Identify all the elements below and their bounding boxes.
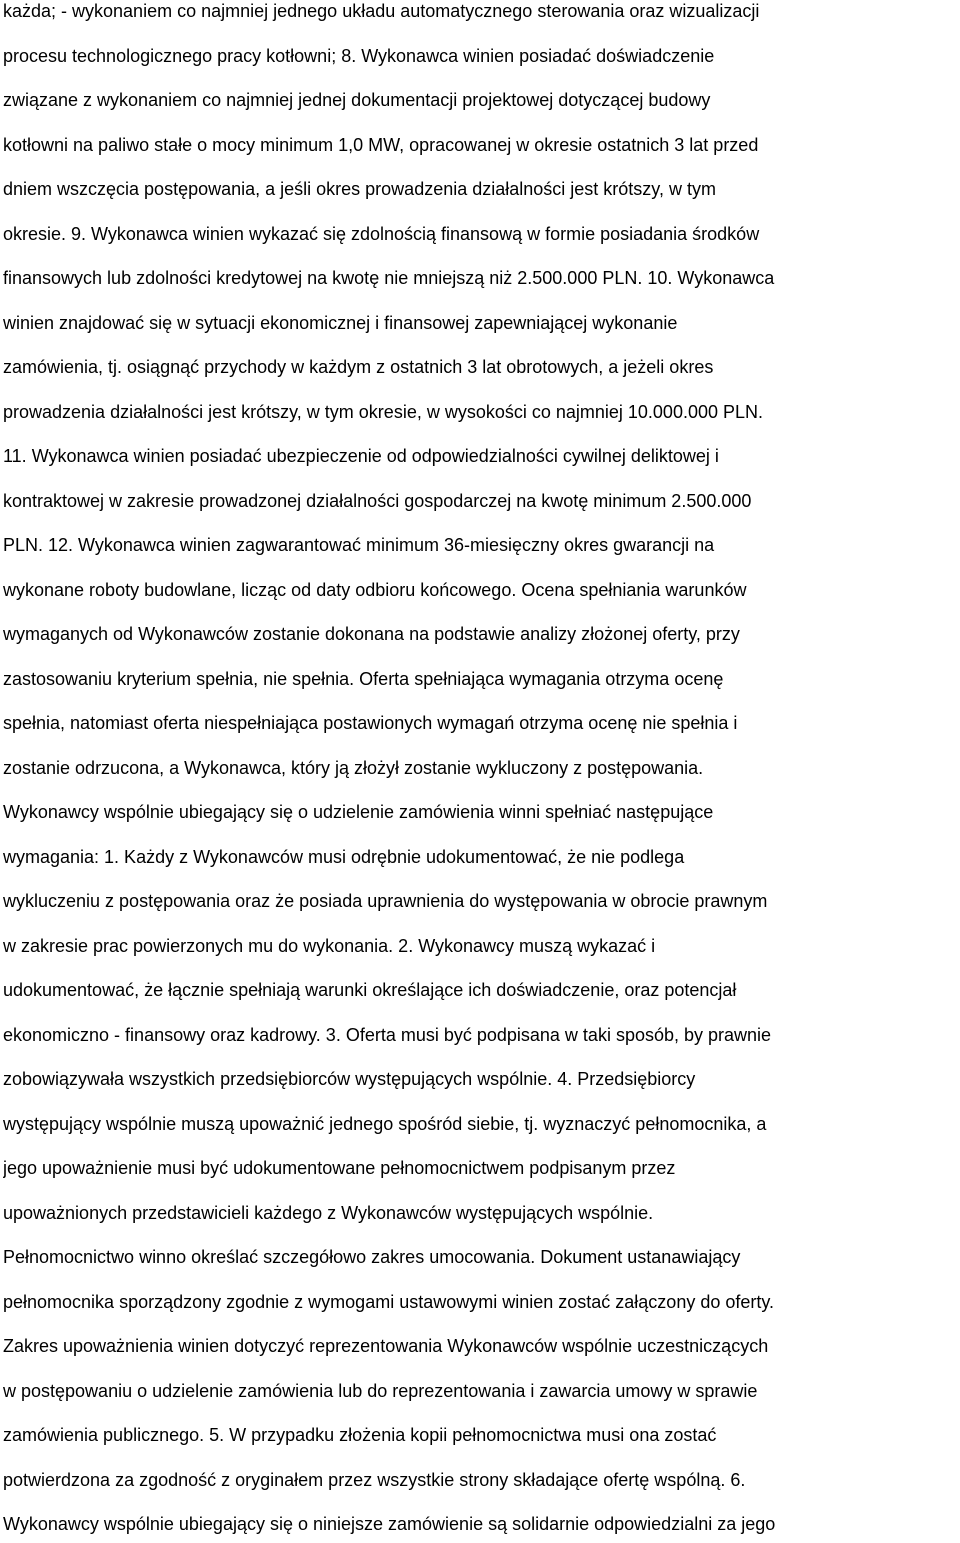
text-line: spełnia, natomiast oferta niespełniająca postawionych wymagań otrzyma ocenę nie spełnia i — [3, 713, 738, 733]
document-body — [3, 0, 960, 1543]
text-line: okresie. 9. Wykonawca winien wykazać się zdolnością finansową w formie posiadania środków — [3, 223, 760, 244]
text-line: zamówienia, tj. osiągnąć przychody w każdym z ostatnich 3 lat obrotowych, a jeżeli okres — [3, 357, 714, 377]
text-line: pełnomocnika sporządzony zgodnie z wymogami ustawowymi winien zostać załączony do oferty. — [3, 1291, 775, 1312]
text-line: wykluczeniu z postępowania oraz że posiada uprawnienia do występowania w obrocie prawnym — [3, 891, 768, 911]
text-line: kotłowni na paliwo stałe o mocy minimum 1,0 MW, opracowanej w okresie ostatnich 3 lat przed — [3, 134, 759, 155]
text-line: w postępowaniu o udzielenie zamówienia lub do reprezentowania i zawarcia umowy w sprawie — [3, 1380, 758, 1401]
text-line: zostanie odrzucona, a Wykonawca, który ją złożył zostanie wykluczony z postępowania. — [3, 757, 704, 778]
text-line: jego upoważnienie musi być udokumentowane pełnomocnictwem podpisanym przez — [3, 1158, 676, 1178]
text-line: zamówienia publicznego. 5. W przypadku złożenia kopii pełnomocnictwa musi ona zostać — [3, 1425, 717, 1445]
text-line: prowadzenia działalności jest krótszy, w tym okresie, w wysokości co najmniej 10.000.000 PLN. — [3, 401, 763, 422]
text-line: finansowych lub zdolności kredytowej na kwotę nie mniejszą niż 2.500.000 PLN. 10. Wykonawca — [3, 268, 775, 288]
text-line: każda; - wykonaniem co najmniej jednego układu automatycznego sterowania oraz wizualizacji — [3, 1, 760, 21]
text-line: 11. Wykonawca winien posiadać ubezpieczenie od odpowiedzialności cywilnej deliktowej i — [3, 446, 719, 466]
text-line: występujący wspólnie muszą upoważnić jednego spośród siebie, tj. wyznaczyć pełnomocnika, a — [3, 1113, 767, 1134]
text-line: ekonomiczno - finansowy oraz kadrowy. 3. Oferta musi być podpisana w taki sposób, by prawnie — [3, 1024, 772, 1045]
text-line: procesu technologicznego pracy kotłowni; 8. Wykonawca winien posiadać doświadczenie — [3, 45, 715, 66]
text-line: związane z wykonaniem co najmniej jednej dokumentacji projektowej dotyczącej budowy — [3, 90, 711, 110]
text-line: udokumentować, że łącznie spełniają warunki określające ich doświadczenie, oraz potencjał — [3, 980, 737, 1000]
text-line: winien znajdować się w sytuacji ekonomicznej i finansowej zapewniającej wykonanie — [3, 312, 678, 333]
text-line: zastosowaniu kryterium spełnia, nie spełnia. Oferta spełniająca wymagania otrzyma ocenę — [3, 668, 724, 689]
text-line: Wykonawcy wspólnie ubiegający się o udzielenie zamówienia winni spełniać następujące — [3, 802, 714, 822]
text-line: Pełnomocnictwo winno określać szczegółowo zakres umocowania. Dokument ustanawiający — [3, 1247, 741, 1267]
text-line: PLN. 12. Wykonawca winien zagwarantować minimum 36-miesięczny okres gwarancji na — [3, 535, 715, 555]
text-line: wykonane roboty budowlane, licząc od daty odbioru końcowego. Ocena spełniania warunków — [3, 579, 747, 600]
text-line: wymagania: 1. Każdy z Wykonawców musi odrębnie udokumentować, że nie podlega — [3, 846, 685, 867]
text-line: Zakres upoważnienia winien dotyczyć reprezentowania Wykonawców wspólnie uczestniczących — [3, 1336, 769, 1356]
text-line: upoważnionych przedstawicieli każdego z Wykonawców występujących wspólnie. — [3, 1202, 654, 1223]
text-line: kontraktowej w zakresie prowadzonej działalności gospodarczej na kwotę minimum 2.500.000 — [3, 490, 752, 511]
text-line: wymaganych od Wykonawców zostanie dokonana na podstawie analizy złożonej oferty, przy — [3, 624, 740, 644]
text-line: Wykonawcy wspólnie ubiegający się o niniejsze zamówienie są solidarnie odpowiedzialni za jego — [3, 1514, 776, 1534]
text-line: dniem wszczęcia postępowania, a jeśli okres prowadzenia działalności jest krótszy, w tym — [3, 179, 716, 199]
text-line: potwierdzona za zgodność z oryginałem przez wszystkie strony składające ofertę wspólną. 6. — [3, 1469, 746, 1490]
text-line: w zakresie prac powierzonych mu do wykonania. 2. Wykonawcy muszą wykazać i — [3, 935, 656, 956]
text-line: zobowiązywała wszystkich przedsiębiorców występujących wspólnie. 4. Przedsiębiorcy — [3, 1069, 696, 1089]
